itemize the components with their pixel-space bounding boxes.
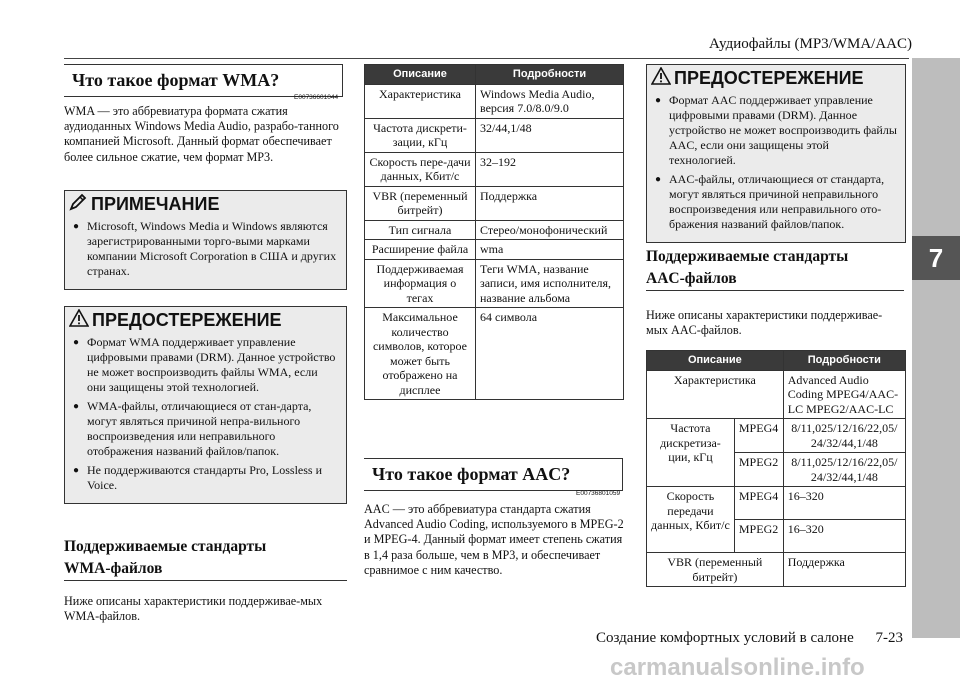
- wma-section-title: Что такое формат WMA?: [72, 70, 280, 90]
- table-header-row: [365, 65, 624, 85]
- caution-item: ● Не поддерживаются стандарты Pro, Lossless и Voice.: [73, 463, 338, 493]
- aac-standards-text: Ниже описаны характеристики поддерживае-мых AAC-файлов.: [646, 308, 883, 338]
- header-rule: [64, 58, 909, 59]
- caution-header: [647, 65, 905, 91]
- table-cell: Windows Media Audio, версия 7.0/8.0/9.0: [476, 84, 624, 118]
- table-cell: 16–320: [783, 487, 905, 520]
- caution-label: ПРЕДОСТЕРЕЖЕНИЕ: [92, 309, 282, 330]
- table-cell: 32/44,1/48: [476, 118, 624, 152]
- table-cell: 64 символа: [476, 308, 624, 400]
- table-header-cell: Описание: [365, 65, 476, 85]
- wma-code: E00736601044: [294, 94, 339, 101]
- table-cell: MPEG4: [734, 487, 783, 520]
- note-item: ● Microsoft, Windows Media и Windows являются зарегистрированными торго-выми марками компании Microsoft Corporation в США и других странах.: [73, 219, 338, 279]
- table-cell: Характеристика: [365, 84, 476, 118]
- table-row: [365, 259, 624, 308]
- table-cell: MPEG2: [734, 520, 783, 553]
- page-footer: [596, 630, 903, 647]
- table-cell: Скорость передачи данных, Кбит/с: [647, 487, 735, 553]
- pen-icon: [69, 193, 87, 216]
- table-cell: Стерео/монофонический: [476, 220, 624, 240]
- table-row: [647, 370, 906, 419]
- table-cell: Поддерживаемая информация о тегах: [365, 259, 476, 308]
- table-cell: 16–320: [783, 520, 905, 553]
- table-row: [365, 220, 624, 240]
- aac-section-title: Что такое формат AAC?: [372, 464, 571, 484]
- caution-item: ● WMA-файлы, отличающиеся от стан-дарта, могут являться причиной непра-вильного воспроизведения или неправильного отображения названий файлов/папок.: [73, 399, 338, 459]
- table-cell: VBR (переменный битрейт): [647, 553, 784, 587]
- table-cell: Поддержка: [476, 186, 624, 220]
- note-label: ПРИМЕЧАНИЕ: [91, 193, 220, 214]
- aac-table: [646, 350, 906, 587]
- table-row: [647, 487, 906, 520]
- table-row: [647, 419, 906, 453]
- wma-description: WMA — это аббревиатура формата сжатия аудиоданных Windows Media Audio, разрабо-танного компанией Microsoft. Данный формат обеспечивает более сильное сжатие, чем формат MP3.: [64, 104, 339, 164]
- table-cell: MPEG2: [734, 453, 783, 487]
- caution-box-wma: [64, 306, 347, 504]
- chapter-title: Аудиофайлы (MP3/WMA/AAC): [708, 36, 912, 52]
- footer-section: Создание комфортных условий в салоне: [596, 630, 854, 646]
- table-cell: 32–192: [476, 152, 624, 186]
- caution-item: ● Формат WMA поддерживает управление цифровыми правами (DRM). Данное устройство не может воспроизводить файлы WMA, если они защищены этой технологией.: [73, 335, 338, 395]
- table-cell: VBR (переменный битрейт): [365, 186, 476, 220]
- table-header-cell: Подробности: [783, 351, 905, 371]
- table-header-cell: Описание: [647, 351, 784, 371]
- note-box: [64, 190, 347, 290]
- table-cell: Частота дискрети-зации, кГц: [365, 118, 476, 152]
- warning-icon: [651, 67, 671, 90]
- caution-label: ПРЕДОСТЕРЕЖЕНИЕ: [674, 67, 864, 88]
- wma-section-title-box: [64, 64, 343, 97]
- table-row: [365, 308, 624, 400]
- watermark: carmanualsonline.info: [610, 654, 865, 681]
- table-row: [365, 186, 624, 220]
- warning-icon: [69, 309, 89, 332]
- table-cell: Скорость пере-дачи данных, Кбит/с: [365, 152, 476, 186]
- table-cell: wma: [476, 240, 624, 260]
- table-cell: 8/11,025/12/16/22,05/ 24/32/44,1/48: [783, 419, 905, 453]
- wma-table: [364, 64, 624, 400]
- table-row: [647, 553, 906, 587]
- note-header: [65, 191, 346, 217]
- side-bar: [912, 58, 960, 638]
- aac-standards-title: Поддерживаемые стандарты AAC-файлов: [646, 246, 904, 291]
- table-row: [365, 84, 624, 118]
- aac-section-title-box: [364, 458, 623, 491]
- table-row: [365, 118, 624, 152]
- caution-item: ● AAC-файлы, отличающиеся от стандарта, могут являться причиной неправильного воспроизведения или неправильного ото-бражения названий файлов/папок.: [655, 172, 897, 232]
- chapter-tab[interactable]: 7: [912, 236, 960, 280]
- page-number: 7-23: [875, 630, 903, 646]
- table-cell: Характеристика: [647, 370, 784, 419]
- caution-box-aac: [646, 64, 906, 243]
- table-cell: MPEG4: [734, 419, 783, 453]
- table-cell: Частота дискретиза-ции, кГц: [647, 419, 735, 487]
- table-row: [365, 152, 624, 186]
- table-row: [365, 240, 624, 260]
- table-cell: Максимальное количество символов, которое может быть отображено на дисплее: [365, 308, 476, 400]
- table-header-cell: Подробности: [476, 65, 624, 85]
- caution-item: ● Формат AAC поддерживает управление цифровыми правами (DRM). Данное устройство не может воспроизводить файлы AAC, если они защищены этой технологией.: [655, 93, 897, 168]
- table-header-row: [647, 351, 906, 371]
- table-cell: 8/11,025/12/16/22,05/ 24/32/44,1/48: [783, 453, 905, 487]
- aac-description: AAC — это аббревиатура стандарта сжатия Advanced Audio Coding, используемого в MPEG-2 и MPEG-4. Данный формат имеет степень сжатия в 1,4 раза больше, чем в MP3, и обеспечивает сравнимое с ним качество.: [364, 502, 624, 577]
- aac-code: E00736801059: [576, 490, 621, 497]
- table-cell: Теги WMA, название записи, имя исполнителя, название альбома: [476, 259, 624, 308]
- table-cell: Расширение файла: [365, 240, 476, 260]
- wma-standards-title: Поддерживаемые стандарты WMA-файлов: [64, 536, 347, 581]
- table-cell: Advanced Audio Coding MPEG4/AAC-LC MPEG2/AAC-LC: [783, 370, 905, 419]
- caution-header: [65, 307, 346, 333]
- table-cell: Тип сигнала: [365, 220, 476, 240]
- wma-standards-text: Ниже описаны характеристики поддерживае-мых WMA-файлов.: [64, 594, 323, 624]
- table-cell: Поддержка: [783, 553, 905, 587]
